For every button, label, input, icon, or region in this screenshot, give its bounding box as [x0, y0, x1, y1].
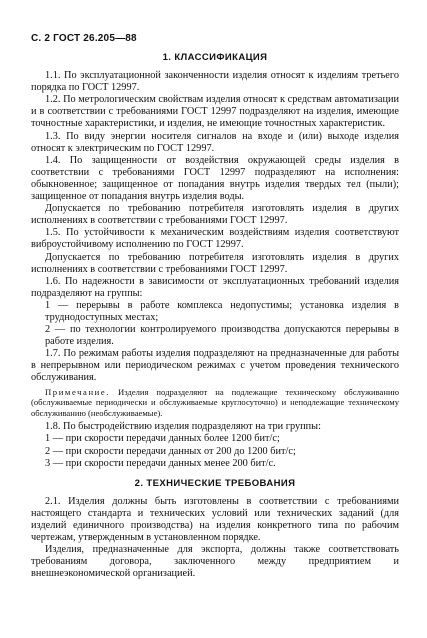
page-content	[31, 52, 399, 580]
paragraph-1-4: 1.4. По защищенности от воздействия окружающей среды изделия в соответствии с требованиями ГОСТ 12997 подразделяют на исполнения: обыкновенное; защищенное от попадания внутрь изделия твердых тел (пыли); защищенное от попадания внутрь изделия воды.	[31, 154, 399, 203]
note	[31, 387, 399, 419]
note-label: Примечание.	[45, 386, 111, 397]
speed-group-item: 3 — при скорости передачи данных менее 200 бит/с.	[45, 457, 276, 469]
paragraph-2-1: 2.1. Изделия должны быть изготовлены в соответствии с требованиями настоящего стандарта и технических условий или технических заданий (для изделий единичного производства) на изделия конкретного типа по рабочим чертежам, утвержденным в установленном порядке.	[31, 495, 399, 544]
paragraph-1-7: 1.7. По режимам работы изделия подразделяют на предназначенные для работы в непрерывном или периодическом режимах с учетом проведения технического обслуживания.	[31, 348, 399, 384]
section-1-title: 1. КЛАССИФИКАЦИЯ	[162, 52, 268, 63]
paragraph-1-3: 1.3. По виду энергии носителя сигналов на входе и (или) выходе изделия относят к электрическим по ГОСТ 12997.	[31, 130, 399, 154]
paragraph-1-1: 1.1. По эксплуатационной законченности изделия относят к изделиям третьего порядка по ГОСТ 12997.	[31, 70, 399, 94]
section-2-title: 2. ТЕХНИЧЕСКИЕ ТРЕБОВАНИЯ	[134, 477, 296, 489]
speed-group-item: 1 — при скорости передачи данных более 1200 бит/с;	[45, 433, 280, 445]
paragraph-1-5-allowance: Допускается по требованию потребителя изготовлять изделия в других исполнениях в соответствии с требованиями ГОСТ 12997.	[31, 251, 399, 275]
page-header: С. 2 ГОСТ 26.205—88	[31, 33, 137, 44]
paragraph-1-4-allowance: Допускается по требованию потребителя изготовлять изделия в других исполнениях в соответствии с требованиями ГОСТ 12997.	[31, 203, 399, 227]
speed-group-item: 2 — при скорости передачи данных от 200 до 1200 бит/с;	[45, 445, 296, 457]
paragraph-1-6: 1.6. По надежности в зависимости от эксплуатационных требований изделия подразделяют на группы:	[31, 275, 399, 299]
note-text: Изделия подразделяют на подлежащие техническому обслуживанию (обслуживаемые периодически и обслуживаемые круглосуточно) и неподлежащие техническому обслуживанию (необслуживаемые).	[31, 386, 399, 418]
paragraph-1-2: 1.2. По метрологическим свойствам изделия относят к средствам автоматизации и в соответствии с требованиями ГОСТ 12997 подразделяют на изделия, имеющие точностные характеристики, и изделия, не имеющие точностных характеристик.	[31, 94, 399, 130]
paragraph-1-8: 1.8. По быстродействию изделия подразделяют на три группы:	[45, 421, 321, 433]
paragraph-2-1-export: Изделия, предназначенные для экспорта, должны также соответствовать требованиям договора, заключенного между предприятием и внешнеэкономической организацией.	[31, 544, 399, 580]
paragraph-1-5: 1.5. По устойчивости к механическим воздействиям изделия соответствуют виброустойчивому исполнению по ГОСТ 12997.	[31, 227, 399, 251]
reliability-group-item: 2 — по технологии контролируемого производства допускаются перерывы в работе изделия.	[45, 324, 399, 348]
reliability-group-item: 1 — перерывы в работе комплекса недопустимы; установка изделия в труднодоступных местах;	[45, 299, 399, 323]
